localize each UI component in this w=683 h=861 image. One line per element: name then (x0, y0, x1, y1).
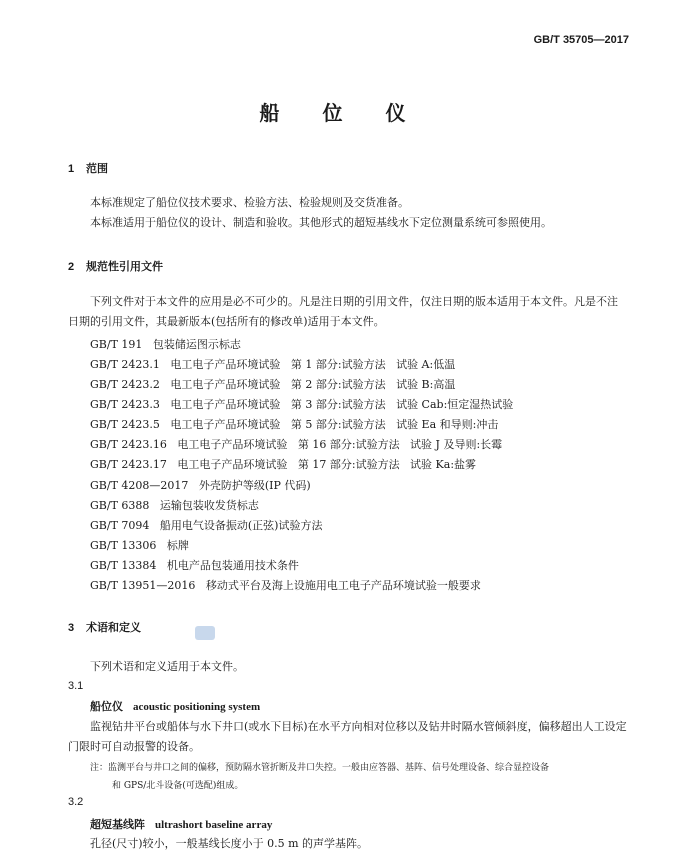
section-1-heading (68, 160, 108, 176)
section-number: 1 (68, 163, 75, 175)
term-note (90, 759, 630, 795)
paragraph: 本标准适用于船位仪的设计、制造和验收。其他形式的超短基线水下定位测量系统可参照使用。 (90, 216, 552, 229)
term-number: 3.1 (68, 680, 84, 692)
paragraph: 下列术语和定义适用于本文件。 (90, 660, 244, 673)
section-3-heading (68, 619, 141, 635)
reference-item: GB/T 2423.3 电工电子产品环境试验 第 3 部分:试验方法 试验 Cab:恒定湿热试验 (90, 398, 514, 411)
term-heading (90, 816, 272, 832)
section-number: 3 (68, 622, 75, 634)
note-line: 注：监测平台与井口之间的偏移，预防隔水管折断及井口失控。一般由应答器、基阵、信号处理设备、综合显控设备 (90, 763, 550, 773)
reference-item: GB/T 6388 运输包装收发货标志 (90, 499, 259, 512)
section-2-heading (68, 258, 163, 274)
term-cn: 船位仪 (90, 700, 123, 713)
section-title: 范围 (86, 163, 108, 175)
term-en: acoustic positioning system (133, 701, 261, 713)
term-cn: 超短基线阵 (90, 818, 145, 831)
watermark-logo (195, 626, 215, 640)
term-definition: 孔径(尺寸)较小，一般基线长度小于 0.5 m 的声学基阵。 (90, 837, 368, 850)
term-definition: 监视钻井平台或船体与水下井口(或水下目标)在水平方向相对位移以及钻井时隔水管倾斜度，偏移超出人工设定门限时可自动报警的设备。 (68, 720, 627, 753)
reference-item: GB/T 4208—2017 外壳防护等级(IP 代码) (90, 479, 311, 492)
reference-item: GB/T 2423.16 电工电子产品环境试验 第 16 部分:试验方法 试验 J 及导则:长霉 (90, 438, 503, 451)
paragraph: 下列文件对于本文件的应用是必不可少的。凡是注日期的引用文件，仅注日期的版本适用于本文件。凡是不注日期的引用文件，其最新版本(包括所有的修改单)适用于本文件。 (68, 295, 618, 328)
reference-item: GB/T 191 包装储运图示标志 (90, 338, 241, 351)
reference-item: GB/T 13306 标牌 (90, 539, 189, 552)
section-title: 术语和定义 (86, 622, 141, 634)
document-title: 船 位 仪 (259, 101, 424, 125)
reference-item: GB/T 13384 机电产品包装通用技术条件 (90, 559, 299, 572)
standard-number: GB/T 35705—2017 (533, 34, 629, 46)
reference-item: GB/T 2423.1 电工电子产品环境试验 第 1 部分:试验方法 试验 A:低温 (90, 358, 456, 371)
reference-item: GB/T 2423.2 电工电子产品环境试验 第 2 部分:试验方法 试验 B:高温 (90, 378, 456, 391)
term-heading (90, 698, 260, 714)
section-title: 规范性引用文件 (86, 261, 163, 273)
reference-item: GB/T 2423.17 电工电子产品环境试验 第 17 部分:试验方法 试验 Ka:盐雾 (90, 458, 477, 471)
reference-item: GB/T 13951—2016 移动式平台及海上设施用电工电子产品环境试验一般要求 (90, 579, 481, 592)
paragraph: 本标准规定了船位仪技术要求、检验方法、检验规则及交货准备。 (90, 196, 409, 209)
reference-item: GB/T 7094 船用电气设备振动(正弦)试验方法 (90, 519, 323, 532)
term-number: 3.2 (68, 796, 84, 808)
reference-item: GB/T 2423.5 电工电子产品环境试验 第 5 部分:试验方法 试验 Ea 和导则:冲击 (90, 418, 499, 431)
note-line: 和 GPS/北斗设备(可选配)组成。 (112, 781, 244, 791)
term-en: ultrashort baseline array (155, 819, 273, 831)
section-number: 2 (68, 261, 75, 273)
